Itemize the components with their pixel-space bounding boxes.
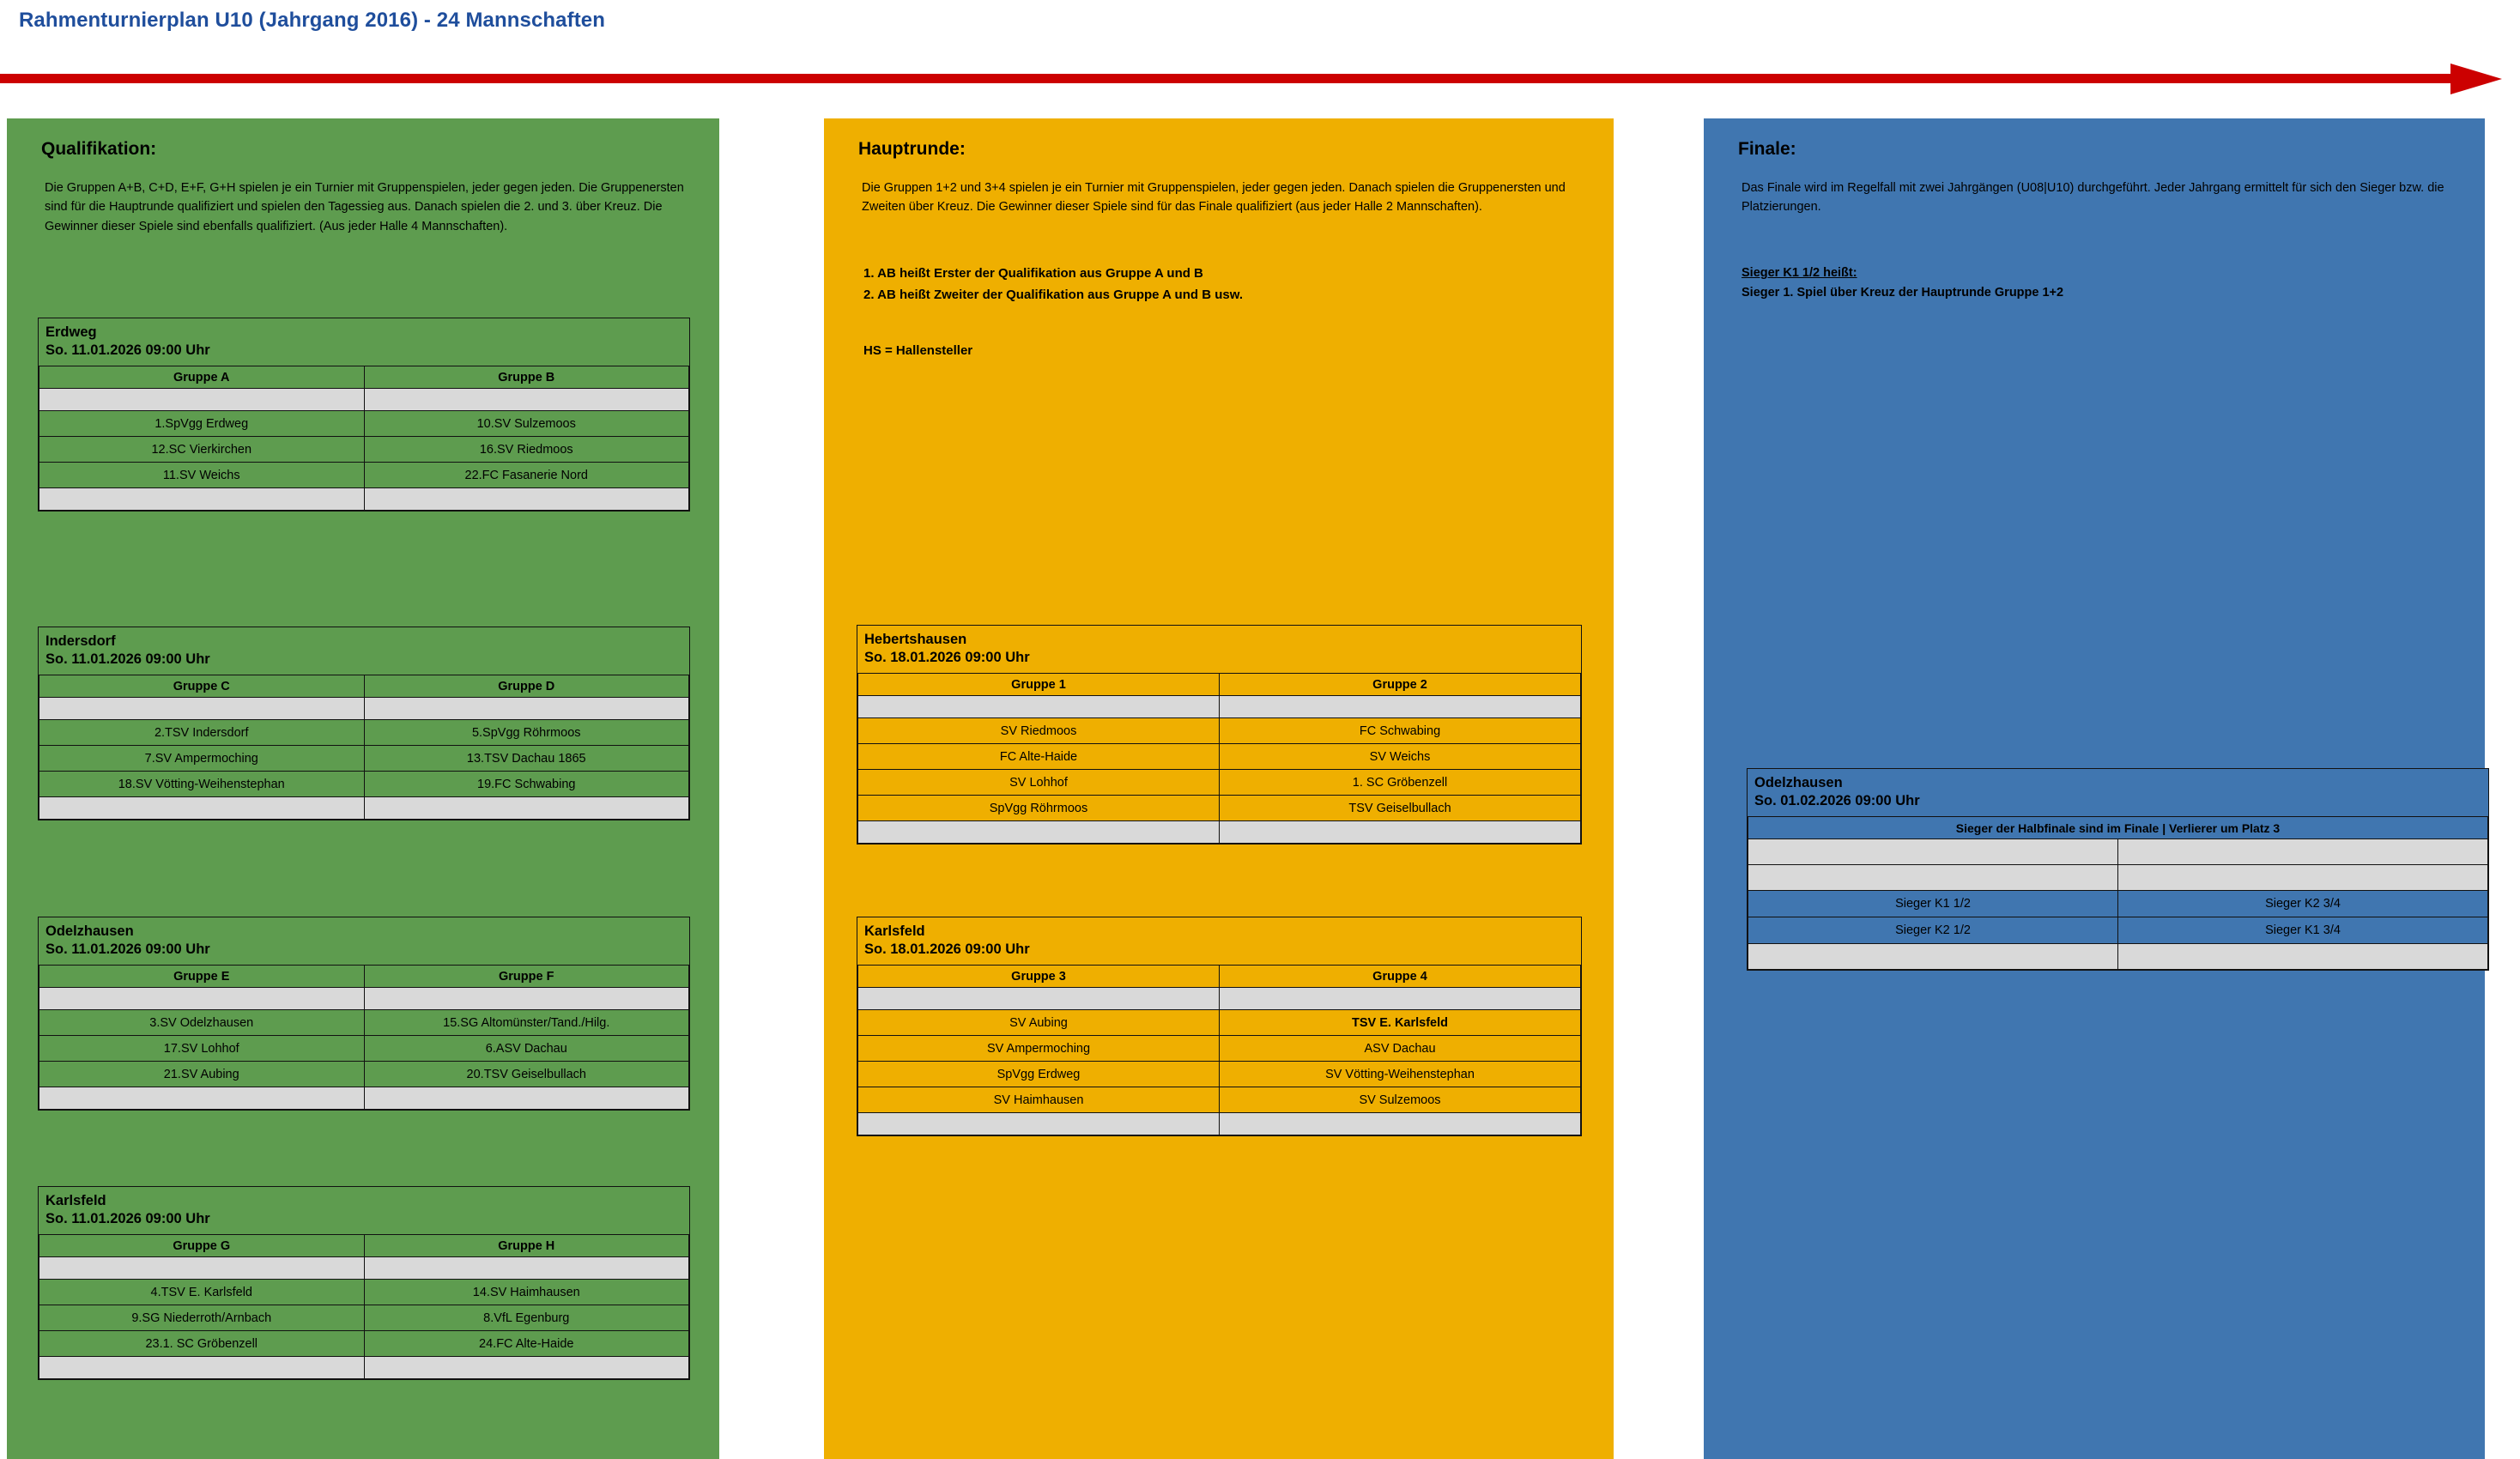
- final-intro: Das Finale wird im Regelfall mit zwei Jahrgängen (U08|U10) durchgeführt. Jeder Jahrgang ermittelt für sich den Sieger bzw. die Platzierungen.: [1742, 181, 2444, 215]
- spacer-cell: [364, 797, 689, 820]
- venue-name: Odelzhausen: [1754, 775, 1843, 790]
- team-cell: 12.SC Vierkirchen: [39, 437, 365, 463]
- team-cell: FC Schwabing: [1220, 718, 1581, 744]
- final-subheader: Sieger der Halbfinale sind im Finale | Verlierer um Platz 3: [1748, 817, 2488, 839]
- team-cell: 22.FC Fasanerie Nord: [364, 463, 689, 488]
- table-row: [39, 1036, 689, 1062]
- table-row: [39, 1305, 689, 1331]
- group-header: Gruppe D: [364, 675, 689, 698]
- final-slot-cell: Sieger K2 3/4: [2118, 891, 2488, 917]
- venue-karlsfeld-main-table: [857, 965, 1581, 1135]
- team-cell: 8.VfL Egenburg: [364, 1305, 689, 1331]
- group-header: Gruppe E: [39, 966, 365, 988]
- final-slot-cell: Sieger K1 3/4: [2118, 917, 2488, 944]
- team-cell: SV Vötting-Weihenstephan: [1220, 1062, 1581, 1087]
- team-cell: 11.SV Weichs: [39, 463, 365, 488]
- spacer-cell: [858, 988, 1220, 1010]
- venue-odelzhausen-header: [39, 917, 689, 965]
- team-cell: 10.SV Sulzemoos: [364, 411, 689, 437]
- table-row: [39, 437, 689, 463]
- team-cell: 9.SG Niederroth/Arnbach: [39, 1305, 365, 1331]
- team-cell: 17.SV Lohhof: [39, 1036, 365, 1062]
- team-cell: 3.SV Odelzhausen: [39, 1010, 365, 1036]
- team-cell: FC Alte-Haide: [858, 744, 1220, 770]
- table-row: [858, 696, 1581, 718]
- spacer-cell: [2118, 839, 2488, 865]
- table-row: [858, 1010, 1581, 1036]
- team-cell: SV Riedmoos: [858, 718, 1220, 744]
- spacer-cell: [858, 821, 1220, 844]
- team-cell: 19.FC Schwabing: [364, 772, 689, 797]
- spacer-cell: [1220, 821, 1581, 844]
- table-row: [858, 718, 1581, 744]
- venue-name: Hebertshausen: [864, 632, 967, 647]
- final-note-title: Sieger K1 1/2 heißt:: [1742, 265, 1857, 280]
- table-row: [39, 1087, 689, 1110]
- table-row: [39, 1280, 689, 1305]
- table-row: [39, 1257, 689, 1280]
- table-row: [1748, 944, 2488, 970]
- spacer-cell: [1748, 865, 2118, 891]
- spacer-cell: [364, 1257, 689, 1280]
- team-cell: SV Haimhausen: [858, 1087, 1220, 1113]
- venue-indersdorf: [38, 627, 690, 820]
- table-row: [858, 744, 1581, 770]
- group-header: Gruppe 2: [1220, 674, 1581, 696]
- team-cell: TSV Geiselbullach: [1220, 796, 1581, 821]
- team-cell: 13.TSV Dachau 1865: [364, 746, 689, 772]
- table-row: [858, 770, 1581, 796]
- venue-name: Odelzhausen: [45, 923, 134, 939]
- team-cell: 7.SV Ampermoching: [39, 746, 365, 772]
- group-header: Gruppe C: [39, 675, 365, 698]
- venue-karlsfeld-qual: [38, 1186, 690, 1380]
- table-row: [858, 821, 1581, 844]
- table-row: [39, 389, 689, 411]
- spacer-cell: [1220, 988, 1581, 1010]
- venue-name: Karlsfeld: [864, 923, 925, 939]
- spacer-cell: [364, 488, 689, 511]
- table-row: [858, 1113, 1581, 1135]
- table-row: [39, 463, 689, 488]
- table-header-row: [858, 674, 1581, 696]
- venue-hebertshausen-header: [857, 626, 1581, 673]
- spacer-cell: [39, 698, 365, 720]
- venue-name: Indersdorf: [45, 633, 116, 649]
- spacer-cell: [39, 1357, 365, 1379]
- table-row: [1748, 917, 2488, 944]
- table-row: [858, 1062, 1581, 1087]
- venue-indersdorf-table: [39, 675, 689, 820]
- team-cell: SV Aubing: [858, 1010, 1220, 1036]
- table-header-row: [858, 966, 1581, 988]
- spacer-cell: [364, 1357, 689, 1379]
- table-row: [39, 1062, 689, 1087]
- spacer-cell: [39, 988, 365, 1010]
- venue-name: Karlsfeld: [45, 1193, 106, 1208]
- venue-odelzhausen-final: [1747, 768, 2489, 971]
- team-cell: SV Ampermoching: [858, 1036, 1220, 1062]
- qualification-heading: Qualifikation:: [41, 139, 157, 159]
- qualification-intro: Die Gruppen A+B, C+D, E+F, G+H spielen je ein Turnier mit Gruppenspielen, jeder gegen jeden. Die Gruppenersten sind für die Hauptrunde qualifiziert und spielen den Tagessieg aus. Danach spielen die 2. und 3. über Kreuz. Die Gewinner dieser Spiele sind ebenfalls qualifiziert. (Aus jeder Halle 4 Mannschaften).: [45, 181, 684, 233]
- group-header: Gruppe F: [364, 966, 689, 988]
- team-cell: 4.TSV E. Karlsfeld: [39, 1280, 365, 1305]
- venue-date: So. 11.01.2026 09:00 Uhr: [45, 651, 210, 668]
- venue-odelzhausen-table: [39, 965, 689, 1110]
- red-arrow-divider: [0, 62, 2520, 96]
- team-cell: SV Sulzemoos: [1220, 1087, 1581, 1113]
- venue-indersdorf-header: [39, 627, 689, 675]
- venue-hebertshausen-table: [857, 673, 1581, 844]
- team-cell: 5.SpVgg Röhrmoos: [364, 720, 689, 746]
- spacer-cell: [364, 988, 689, 1010]
- team-cell: 14.SV Haimhausen: [364, 1280, 689, 1305]
- table-header-row: [39, 1235, 689, 1257]
- spacer-cell: [1748, 839, 2118, 865]
- spacer-cell: [364, 698, 689, 720]
- team-cell: SpVgg Röhrmoos: [858, 796, 1220, 821]
- team-cell: 23.1. SC Gröbenzell: [39, 1331, 365, 1357]
- venue-date: So. 11.01.2026 09:00 Uhr: [45, 342, 210, 359]
- final-slot-cell: Sieger K2 1/2: [1748, 917, 2118, 944]
- table-row: [1748, 839, 2488, 865]
- spacer-cell: [39, 488, 365, 511]
- team-cell: 16.SV Riedmoos: [364, 437, 689, 463]
- spacer-cell: [1748, 944, 2118, 970]
- team-cell: TSV E. Karlsfeld: [1220, 1010, 1581, 1036]
- red-arrow-line: [0, 74, 2455, 83]
- main-round-intro: Die Gruppen 1+2 und 3+4 spielen je ein Turnier mit Gruppenspielen, jeder gegen jeden. Danach spielen die Gruppenersten und Zweiten über Kreuz. Die Gewinner dieser Spiele sind für das Finale qualifiziert (aus jeder Halle 2 Mannschaften).: [862, 181, 1566, 215]
- table-row: [858, 1087, 1581, 1113]
- spacer-cell: [858, 1113, 1220, 1135]
- venue-erdweg-table: [39, 366, 689, 511]
- final-heading: Finale:: [1738, 139, 1796, 159]
- spacer-cell: [858, 696, 1220, 718]
- venue-date: So. 18.01.2026 09:00 Uhr: [864, 650, 1030, 666]
- team-cell: SV Lohhof: [858, 770, 1220, 796]
- spacer-cell: [39, 1257, 365, 1280]
- venue-date: So. 01.02.2026 09:00 Uhr: [1754, 793, 1920, 809]
- note-line-2: 2. AB heißt Zweiter der Qualifikation aus Gruppe A und B usw.: [863, 287, 1243, 302]
- page-title: Rahmenturnierplan U10 (Jahrgang 2016) - 24 Mannschaften: [19, 9, 606, 32]
- note-line-1: 1. AB heißt Erster der Qualifikation aus Gruppe A und B: [863, 265, 1203, 281]
- group-header: Gruppe 1: [858, 674, 1220, 696]
- group-header: Gruppe G: [39, 1235, 365, 1257]
- team-cell: 1. SC Gröbenzell: [1220, 770, 1581, 796]
- table-row: [39, 488, 689, 511]
- table-row: [858, 1036, 1581, 1062]
- venue-date: So. 18.01.2026 09:00 Uhr: [864, 941, 1030, 958]
- group-header: Gruppe 4: [1220, 966, 1581, 988]
- table-header-row: [39, 366, 689, 389]
- team-cell: 6.ASV Dachau: [364, 1036, 689, 1062]
- venue-karlsfeld-qual-table: [39, 1234, 689, 1379]
- spacer-cell: [1220, 1113, 1581, 1135]
- group-header: Gruppe B: [364, 366, 689, 389]
- team-cell: 1.SpVgg Erdweg: [39, 411, 365, 437]
- table-row: [39, 988, 689, 1010]
- team-cell: 15.SG Altomünster/Tand./Hilg.: [364, 1010, 689, 1036]
- venue-erdweg: [38, 318, 690, 512]
- table-header-row: [39, 675, 689, 698]
- spacer-cell: [39, 1087, 365, 1110]
- red-arrow-head: [2450, 64, 2502, 94]
- team-cell: 24.FC Alte-Haide: [364, 1331, 689, 1357]
- team-cell: 21.SV Aubing: [39, 1062, 365, 1087]
- group-header: Gruppe 3: [858, 966, 1220, 988]
- venue-erdweg-header: [39, 318, 689, 366]
- main-round-notes: [863, 263, 1614, 306]
- table-header-row: [39, 966, 689, 988]
- group-header: Gruppe H: [364, 1235, 689, 1257]
- table-row: [39, 746, 689, 772]
- team-cell: 18.SV Vötting-Weihenstephan: [39, 772, 365, 797]
- table-row: [39, 772, 689, 797]
- venue-date: So. 11.01.2026 09:00 Uhr: [45, 1211, 210, 1227]
- venue-date: So. 11.01.2026 09:00 Uhr: [45, 941, 210, 958]
- table-row: [39, 411, 689, 437]
- table-row: [39, 720, 689, 746]
- venue-karlsfeld-header: [39, 1187, 689, 1234]
- group-header: Gruppe A: [39, 366, 365, 389]
- table-row: [39, 1331, 689, 1357]
- spacer-cell: [364, 389, 689, 411]
- team-cell: SpVgg Erdweg: [858, 1062, 1220, 1087]
- main-round-heading: Hauptrunde:: [858, 139, 966, 159]
- table-row: [1748, 865, 2488, 891]
- table-row: [39, 797, 689, 820]
- spacer-cell: [364, 1087, 689, 1110]
- spacer-cell: [2118, 944, 2488, 970]
- spacer-cell: [39, 389, 365, 411]
- team-cell: SV Weichs: [1220, 744, 1581, 770]
- final-note-text: Sieger 1. Spiel über Kreuz der Hauptrunde Gruppe 1+2: [1742, 286, 2064, 300]
- final-note: [1742, 263, 2485, 303]
- table-row: [858, 988, 1581, 1010]
- venue-karlsfeld-main: [857, 917, 1582, 1136]
- table-row: [39, 1010, 689, 1036]
- spacer-cell: [2118, 865, 2488, 891]
- table-row: [39, 1357, 689, 1379]
- venue-name: Erdweg: [45, 324, 97, 340]
- team-cell: 20.TSV Geiselbullach: [364, 1062, 689, 1087]
- team-cell: 2.TSV Indersdorf: [39, 720, 365, 746]
- table-row: [1748, 891, 2488, 917]
- final-slot-cell: Sieger K1 1/2: [1748, 891, 2118, 917]
- venue-odelzhausen-qual: [38, 917, 690, 1111]
- venue-odelzhausen-final-header: [1748, 769, 2488, 816]
- spacer-cell: [1220, 696, 1581, 718]
- spacer-cell: [39, 797, 365, 820]
- venue-karlsfeld-main-header: [857, 917, 1581, 965]
- table-row: [39, 698, 689, 720]
- venue-odelzhausen-final-table: [1748, 816, 2488, 970]
- team-cell: ASV Dachau: [1220, 1036, 1581, 1062]
- note-hallensteller: HS = Hallensteller: [863, 343, 973, 359]
- venue-hebertshausen: [857, 625, 1582, 845]
- table-row: [858, 796, 1581, 821]
- table-header-row: [1748, 817, 2488, 839]
